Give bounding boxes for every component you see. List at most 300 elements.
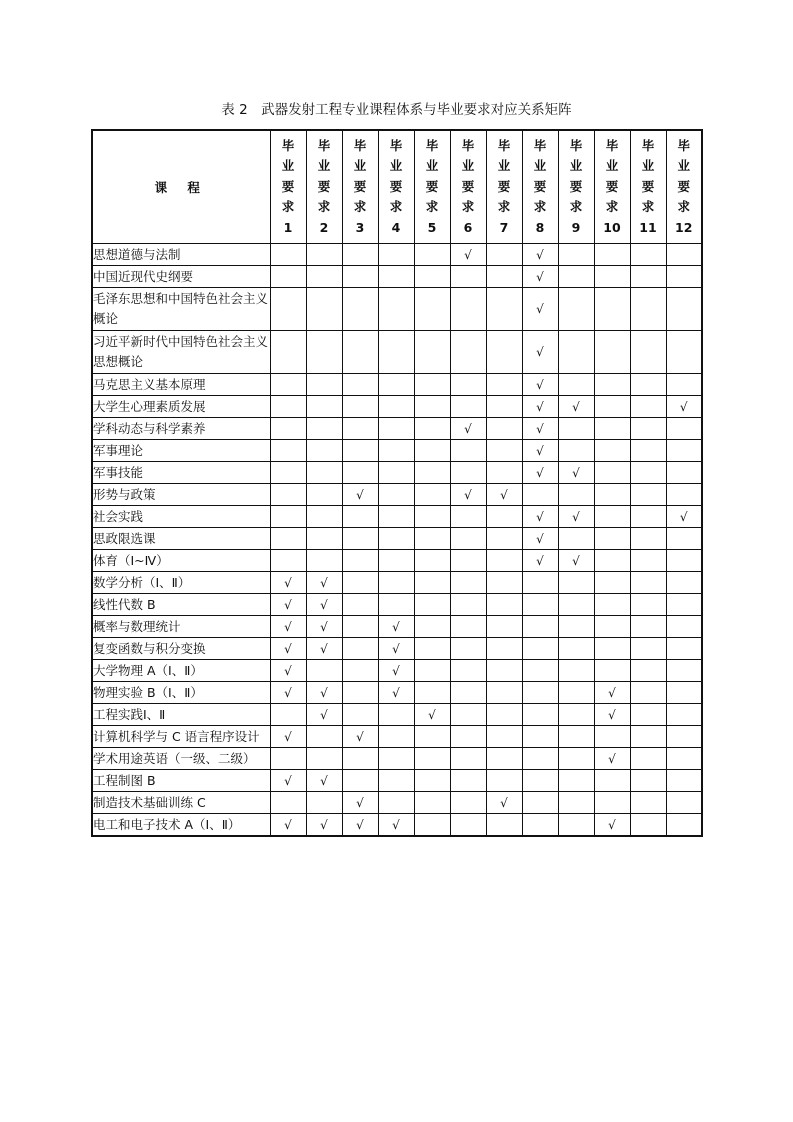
requirement-cell-3 bbox=[342, 682, 378, 704]
course-name: 马克思主义基本原理 bbox=[92, 374, 270, 396]
table-row bbox=[92, 638, 702, 660]
requirement-cell-8 bbox=[522, 682, 558, 704]
requirement-cell-3 bbox=[342, 462, 378, 484]
requirement-cell-5 bbox=[414, 704, 450, 726]
requirement-cell-8 bbox=[522, 550, 558, 572]
requirement-cell-7 bbox=[486, 726, 522, 748]
table-row bbox=[92, 440, 702, 462]
requirement-cell-6 bbox=[450, 550, 486, 572]
requirement-cell-8 bbox=[522, 374, 558, 396]
check-mark: √ bbox=[284, 575, 292, 590]
requirement-cell-2 bbox=[306, 331, 342, 374]
requirement-cell-4 bbox=[378, 660, 414, 682]
requirement-cell-4 bbox=[378, 374, 414, 396]
requirement-cell-9 bbox=[558, 244, 594, 266]
requirement-cell-10 bbox=[594, 288, 630, 331]
requirement-header-char: 要 bbox=[425, 178, 439, 194]
requirement-cell-6 bbox=[450, 418, 486, 440]
requirement-cell-8 bbox=[522, 396, 558, 418]
requirement-cell-4 bbox=[378, 638, 414, 660]
requirement-cell-4 bbox=[378, 616, 414, 638]
requirement-cell-7 bbox=[486, 638, 522, 660]
requirement-cell-8 bbox=[522, 660, 558, 682]
requirement-cell-9 bbox=[558, 594, 594, 616]
requirement-number: 10 bbox=[603, 219, 621, 235]
requirement-cell-8 bbox=[522, 506, 558, 528]
requirement-cell-4 bbox=[378, 726, 414, 748]
requirement-cell-11 bbox=[630, 792, 666, 814]
requirement-header-char: 毕 bbox=[677, 137, 690, 153]
check-mark: √ bbox=[320, 575, 328, 590]
table-row bbox=[92, 682, 702, 704]
table-row bbox=[92, 594, 702, 616]
requirement-cell-1 bbox=[270, 682, 306, 704]
requirement-cell-1 bbox=[270, 374, 306, 396]
check-mark: √ bbox=[284, 685, 292, 700]
requirement-cell-3 bbox=[342, 396, 378, 418]
requirement-cell-11 bbox=[630, 814, 666, 837]
requirement-cell-1 bbox=[270, 572, 306, 594]
requirement-cell-7 bbox=[486, 814, 522, 837]
requirement-cell-4 bbox=[378, 440, 414, 462]
requirement-cell-12 bbox=[666, 266, 702, 288]
requirement-cell-10 bbox=[594, 748, 630, 770]
requirement-cell-12 bbox=[666, 288, 702, 331]
check-mark: √ bbox=[284, 817, 292, 832]
requirement-cell-8 bbox=[522, 331, 558, 374]
requirement-header-char: 求 bbox=[533, 199, 547, 215]
table-row bbox=[92, 528, 702, 550]
table-row bbox=[92, 726, 702, 748]
requirement-cell-7 bbox=[486, 331, 522, 374]
requirement-cell-1 bbox=[270, 440, 306, 462]
check-mark: √ bbox=[392, 817, 400, 832]
requirement-cell-4 bbox=[378, 704, 414, 726]
requirement-cell-8 bbox=[522, 440, 558, 462]
requirement-cell-7 bbox=[486, 462, 522, 484]
requirement-cell-1 bbox=[270, 550, 306, 572]
requirement-cell-1 bbox=[270, 616, 306, 638]
check-mark: √ bbox=[572, 553, 580, 568]
requirement-cell-1 bbox=[270, 770, 306, 792]
requirement-cell-10 bbox=[594, 484, 630, 506]
requirement-cell-12 bbox=[666, 726, 702, 748]
requirement-cell-11 bbox=[630, 726, 666, 748]
requirement-cell-9 bbox=[558, 748, 594, 770]
course-requirement-matrix bbox=[91, 129, 703, 837]
requirement-cell-2 bbox=[306, 374, 342, 396]
requirement-cell-2 bbox=[306, 418, 342, 440]
requirement-header-char: 毕 bbox=[605, 137, 619, 153]
check-mark: √ bbox=[500, 487, 508, 502]
check-mark: √ bbox=[572, 509, 580, 524]
requirement-cell-11 bbox=[630, 660, 666, 682]
requirement-cell-12 bbox=[666, 374, 702, 396]
requirement-cell-8 bbox=[522, 266, 558, 288]
requirement-header-char: 业 bbox=[353, 158, 367, 174]
requirement-cell-6 bbox=[450, 616, 486, 638]
requirement-number: 4 bbox=[391, 219, 401, 235]
requirement-cell-8 bbox=[522, 638, 558, 660]
requirement-cell-8 bbox=[522, 244, 558, 266]
requirement-cell-4 bbox=[378, 594, 414, 616]
check-mark: √ bbox=[572, 399, 580, 414]
check-mark: √ bbox=[464, 487, 472, 502]
requirement-cell-12 bbox=[666, 462, 702, 484]
requirement-cell-5 bbox=[414, 396, 450, 418]
requirement-cell-11 bbox=[630, 616, 666, 638]
requirement-cell-9 bbox=[558, 396, 594, 418]
requirement-header-char: 求 bbox=[353, 199, 367, 215]
check-mark: √ bbox=[536, 465, 544, 480]
requirement-cell-12 bbox=[666, 418, 702, 440]
requirement-cell-10 bbox=[594, 528, 630, 550]
requirement-cell-5 bbox=[414, 462, 450, 484]
requirement-cell-6 bbox=[450, 726, 486, 748]
requirement-cell-4 bbox=[378, 682, 414, 704]
requirement-number: 11 bbox=[639, 219, 657, 235]
requirement-header-char: 要 bbox=[281, 178, 295, 194]
course-name: 学科动态与科学素养 bbox=[92, 418, 270, 440]
requirement-number: 9 bbox=[571, 219, 581, 235]
requirement-header-char: 业 bbox=[425, 158, 439, 174]
requirement-cell-4 bbox=[378, 550, 414, 572]
requirement-cell-1 bbox=[270, 704, 306, 726]
check-mark: √ bbox=[464, 421, 472, 436]
check-mark: √ bbox=[608, 751, 616, 766]
requirement-cell-7 bbox=[486, 288, 522, 331]
requirement-cell-11 bbox=[630, 550, 666, 572]
requirement-cell-2 bbox=[306, 572, 342, 594]
requirement-cell-12 bbox=[666, 396, 702, 418]
requirement-cell-7 bbox=[486, 484, 522, 506]
requirement-cell-8 bbox=[522, 726, 558, 748]
requirement-cell-2 bbox=[306, 814, 342, 837]
requirement-cell-10 bbox=[594, 594, 630, 616]
requirement-header-char: 业 bbox=[317, 158, 331, 174]
requirement-cell-12 bbox=[666, 331, 702, 374]
check-mark: √ bbox=[536, 531, 544, 546]
requirement-cell-3 bbox=[342, 440, 378, 462]
check-mark: √ bbox=[320, 597, 328, 612]
check-mark: √ bbox=[500, 795, 508, 810]
check-mark: √ bbox=[320, 619, 328, 634]
requirement-cell-3 bbox=[342, 331, 378, 374]
check-mark: √ bbox=[284, 663, 292, 678]
check-mark: √ bbox=[284, 729, 292, 744]
requirement-cell-9 bbox=[558, 331, 594, 374]
requirement-cell-8 bbox=[522, 748, 558, 770]
requirement-cell-1 bbox=[270, 594, 306, 616]
requirement-cell-10 bbox=[594, 331, 630, 374]
requirement-cell-3 bbox=[342, 660, 378, 682]
requirement-header-5 bbox=[414, 130, 450, 244]
course-name: 概率与数理统计 bbox=[92, 616, 270, 638]
requirement-number: 8 bbox=[535, 219, 545, 235]
requirement-cell-2 bbox=[306, 244, 342, 266]
course-name: 计算机科学与 C 语言程序设计 bbox=[92, 726, 270, 748]
requirement-header-char: 要 bbox=[605, 178, 619, 194]
requirement-number: 2 bbox=[319, 219, 329, 235]
check-mark: √ bbox=[464, 247, 472, 262]
check-mark: √ bbox=[356, 795, 364, 810]
requirement-header-char: 毕 bbox=[533, 137, 547, 153]
requirement-cell-5 bbox=[414, 418, 450, 440]
requirement-header-char: 求 bbox=[281, 199, 295, 215]
table-caption: 表 2 武器发射工程专业课程体系与毕业要求对应关系矩阵 bbox=[221, 102, 572, 118]
check-mark: √ bbox=[320, 707, 328, 722]
requirement-cell-6 bbox=[450, 572, 486, 594]
requirement-cell-9 bbox=[558, 374, 594, 396]
requirement-number: 5 bbox=[427, 219, 437, 235]
check-mark: √ bbox=[392, 619, 400, 634]
course-name: 军事理论 bbox=[92, 440, 270, 462]
requirement-cell-2 bbox=[306, 726, 342, 748]
requirement-cell-9 bbox=[558, 572, 594, 594]
requirement-header-char: 业 bbox=[533, 158, 547, 174]
requirement-cell-12 bbox=[666, 572, 702, 594]
requirement-cell-6 bbox=[450, 682, 486, 704]
requirement-cell-8 bbox=[522, 792, 558, 814]
course-name: 中国近现代史纲要 bbox=[92, 266, 270, 288]
requirement-cell-6 bbox=[450, 770, 486, 792]
check-mark: √ bbox=[572, 465, 580, 480]
requirement-cell-6 bbox=[450, 462, 486, 484]
requirement-cell-10 bbox=[594, 572, 630, 594]
requirement-cell-11 bbox=[630, 288, 666, 331]
table-row bbox=[92, 748, 702, 770]
course-name: 数学分析（Ⅰ、Ⅱ） bbox=[92, 572, 270, 594]
requirement-header-char: 毕 bbox=[497, 137, 511, 153]
requirement-cell-12 bbox=[666, 638, 702, 660]
requirement-cell-1 bbox=[270, 726, 306, 748]
requirement-header-4 bbox=[378, 130, 414, 244]
course-column-header: 课 程 bbox=[92, 130, 270, 244]
requirement-cell-6 bbox=[450, 748, 486, 770]
table-row bbox=[92, 396, 702, 418]
requirement-cell-8 bbox=[522, 418, 558, 440]
requirement-cell-9 bbox=[558, 528, 594, 550]
header-row bbox=[92, 130, 702, 244]
requirement-header-char: 要 bbox=[497, 178, 511, 194]
table-row bbox=[92, 660, 702, 682]
requirement-cell-6 bbox=[450, 244, 486, 266]
requirement-cell-9 bbox=[558, 770, 594, 792]
requirement-cell-2 bbox=[306, 682, 342, 704]
requirement-cell-11 bbox=[630, 506, 666, 528]
requirement-cell-1 bbox=[270, 462, 306, 484]
requirement-cell-5 bbox=[414, 682, 450, 704]
requirement-cell-10 bbox=[594, 814, 630, 837]
requirement-cell-1 bbox=[270, 506, 306, 528]
requirement-cell-7 bbox=[486, 266, 522, 288]
requirement-cell-6 bbox=[450, 528, 486, 550]
course-name: 思政限选课 bbox=[92, 528, 270, 550]
check-mark: √ bbox=[536, 377, 544, 392]
requirement-header-char: 业 bbox=[281, 158, 295, 174]
check-mark: √ bbox=[320, 773, 328, 788]
requirement-cell-3 bbox=[342, 244, 378, 266]
requirement-cell-10 bbox=[594, 244, 630, 266]
requirement-cell-3 bbox=[342, 748, 378, 770]
check-mark: √ bbox=[536, 421, 544, 436]
requirement-header-char: 毕 bbox=[641, 137, 655, 153]
requirement-cell-12 bbox=[666, 594, 702, 616]
requirement-cell-2 bbox=[306, 440, 342, 462]
course-name: 制造技术基础训练 C bbox=[92, 792, 270, 814]
requirement-cell-9 bbox=[558, 550, 594, 572]
requirement-cell-7 bbox=[486, 748, 522, 770]
requirement-cell-5 bbox=[414, 331, 450, 374]
requirement-cell-4 bbox=[378, 462, 414, 484]
requirement-cell-4 bbox=[378, 244, 414, 266]
requirement-cell-2 bbox=[306, 266, 342, 288]
requirement-cell-3 bbox=[342, 506, 378, 528]
table-row bbox=[92, 506, 702, 528]
requirement-number: 1 bbox=[283, 219, 293, 235]
requirement-cell-1 bbox=[270, 814, 306, 837]
requirement-cell-6 bbox=[450, 396, 486, 418]
requirement-header-char: 要 bbox=[569, 178, 583, 194]
table-row bbox=[92, 331, 702, 374]
requirement-cell-4 bbox=[378, 418, 414, 440]
requirement-cell-8 bbox=[522, 704, 558, 726]
requirement-cell-9 bbox=[558, 506, 594, 528]
requirement-cell-10 bbox=[594, 792, 630, 814]
requirement-cell-6 bbox=[450, 814, 486, 837]
requirement-cell-11 bbox=[630, 748, 666, 770]
check-mark: √ bbox=[536, 443, 544, 458]
requirement-cell-5 bbox=[414, 374, 450, 396]
requirement-cell-9 bbox=[558, 616, 594, 638]
requirement-cell-2 bbox=[306, 506, 342, 528]
requirement-cell-9 bbox=[558, 660, 594, 682]
check-mark: √ bbox=[284, 641, 292, 656]
requirement-cell-4 bbox=[378, 770, 414, 792]
requirement-cell-3 bbox=[342, 418, 378, 440]
requirement-cell-7 bbox=[486, 704, 522, 726]
requirement-header-char: 毕 bbox=[389, 137, 403, 153]
requirement-cell-1 bbox=[270, 418, 306, 440]
check-mark: √ bbox=[428, 707, 436, 722]
requirement-cell-2 bbox=[306, 396, 342, 418]
requirement-cell-4 bbox=[378, 506, 414, 528]
course-name: 社会实践 bbox=[92, 506, 270, 528]
check-mark: √ bbox=[536, 269, 544, 284]
requirement-cell-2 bbox=[306, 550, 342, 572]
requirement-cell-4 bbox=[378, 748, 414, 770]
requirement-cell-6 bbox=[450, 266, 486, 288]
requirement-header-char: 求 bbox=[425, 199, 439, 215]
requirement-cell-4 bbox=[378, 288, 414, 331]
requirement-number: 12 bbox=[675, 219, 693, 235]
course-name: 线性代数 B bbox=[92, 594, 270, 616]
requirement-cell-5 bbox=[414, 748, 450, 770]
requirement-cell-11 bbox=[630, 484, 666, 506]
course-name: 习近平新时代中国特色社会主义思想概论 bbox=[92, 331, 270, 374]
requirement-cell-6 bbox=[450, 506, 486, 528]
requirement-header-9 bbox=[558, 130, 594, 244]
requirement-cell-12 bbox=[666, 550, 702, 572]
requirement-cell-11 bbox=[630, 704, 666, 726]
requirement-cell-7 bbox=[486, 770, 522, 792]
requirement-cell-1 bbox=[270, 244, 306, 266]
requirement-cell-12 bbox=[666, 704, 702, 726]
requirement-header-6 bbox=[450, 130, 486, 244]
requirement-cell-7 bbox=[486, 396, 522, 418]
requirement-cell-10 bbox=[594, 616, 630, 638]
requirement-cell-5 bbox=[414, 288, 450, 331]
requirement-cell-2 bbox=[306, 748, 342, 770]
requirement-cell-6 bbox=[450, 440, 486, 462]
check-mark: √ bbox=[356, 817, 364, 832]
check-mark: √ bbox=[284, 597, 292, 612]
requirement-cell-2 bbox=[306, 638, 342, 660]
requirement-cell-6 bbox=[450, 704, 486, 726]
requirement-header-char: 要 bbox=[317, 178, 331, 194]
check-mark: √ bbox=[320, 685, 328, 700]
requirement-cell-9 bbox=[558, 638, 594, 660]
requirement-header-11 bbox=[630, 130, 666, 244]
requirement-cell-11 bbox=[630, 594, 666, 616]
requirement-cell-2 bbox=[306, 616, 342, 638]
check-mark: √ bbox=[320, 817, 328, 832]
requirement-cell-2 bbox=[306, 288, 342, 331]
requirement-cell-8 bbox=[522, 484, 558, 506]
requirement-cell-2 bbox=[306, 660, 342, 682]
requirement-cell-7 bbox=[486, 440, 522, 462]
requirement-cell-5 bbox=[414, 792, 450, 814]
course-name: 体育（Ⅰ~Ⅳ） bbox=[92, 550, 270, 572]
requirement-cell-12 bbox=[666, 440, 702, 462]
requirement-cell-2 bbox=[306, 770, 342, 792]
requirement-cell-8 bbox=[522, 594, 558, 616]
requirement-cell-3 bbox=[342, 616, 378, 638]
check-mark: √ bbox=[284, 773, 292, 788]
course-name: 电工和电子技术 A（Ⅰ、Ⅱ） bbox=[92, 814, 270, 837]
requirement-header-char: 求 bbox=[461, 199, 475, 215]
requirement-header-char: 业 bbox=[569, 158, 583, 174]
check-mark: √ bbox=[608, 685, 616, 700]
requirement-header-8 bbox=[522, 130, 558, 244]
requirement-header-char: 业 bbox=[497, 158, 511, 174]
requirement-cell-3 bbox=[342, 484, 378, 506]
requirement-cell-5 bbox=[414, 506, 450, 528]
requirement-cell-10 bbox=[594, 462, 630, 484]
requirement-number: 7 bbox=[499, 219, 509, 235]
requirement-header-char: 业 bbox=[389, 158, 403, 174]
requirement-cell-1 bbox=[270, 331, 306, 374]
requirement-cell-5 bbox=[414, 484, 450, 506]
requirement-header-char: 业 bbox=[641, 158, 655, 174]
requirement-cell-6 bbox=[450, 331, 486, 374]
requirement-cell-9 bbox=[558, 440, 594, 462]
requirement-header-char: 要 bbox=[461, 178, 475, 194]
requirement-cell-2 bbox=[306, 462, 342, 484]
check-mark: √ bbox=[608, 707, 616, 722]
requirement-cell-5 bbox=[414, 594, 450, 616]
table-row bbox=[92, 792, 702, 814]
requirement-cell-3 bbox=[342, 726, 378, 748]
requirement-header-char: 要 bbox=[353, 178, 367, 194]
requirement-cell-7 bbox=[486, 616, 522, 638]
requirement-cell-3 bbox=[342, 704, 378, 726]
requirement-cell-2 bbox=[306, 594, 342, 616]
table-row bbox=[92, 616, 702, 638]
requirement-cell-9 bbox=[558, 418, 594, 440]
requirement-cell-1 bbox=[270, 396, 306, 418]
requirement-cell-6 bbox=[450, 484, 486, 506]
